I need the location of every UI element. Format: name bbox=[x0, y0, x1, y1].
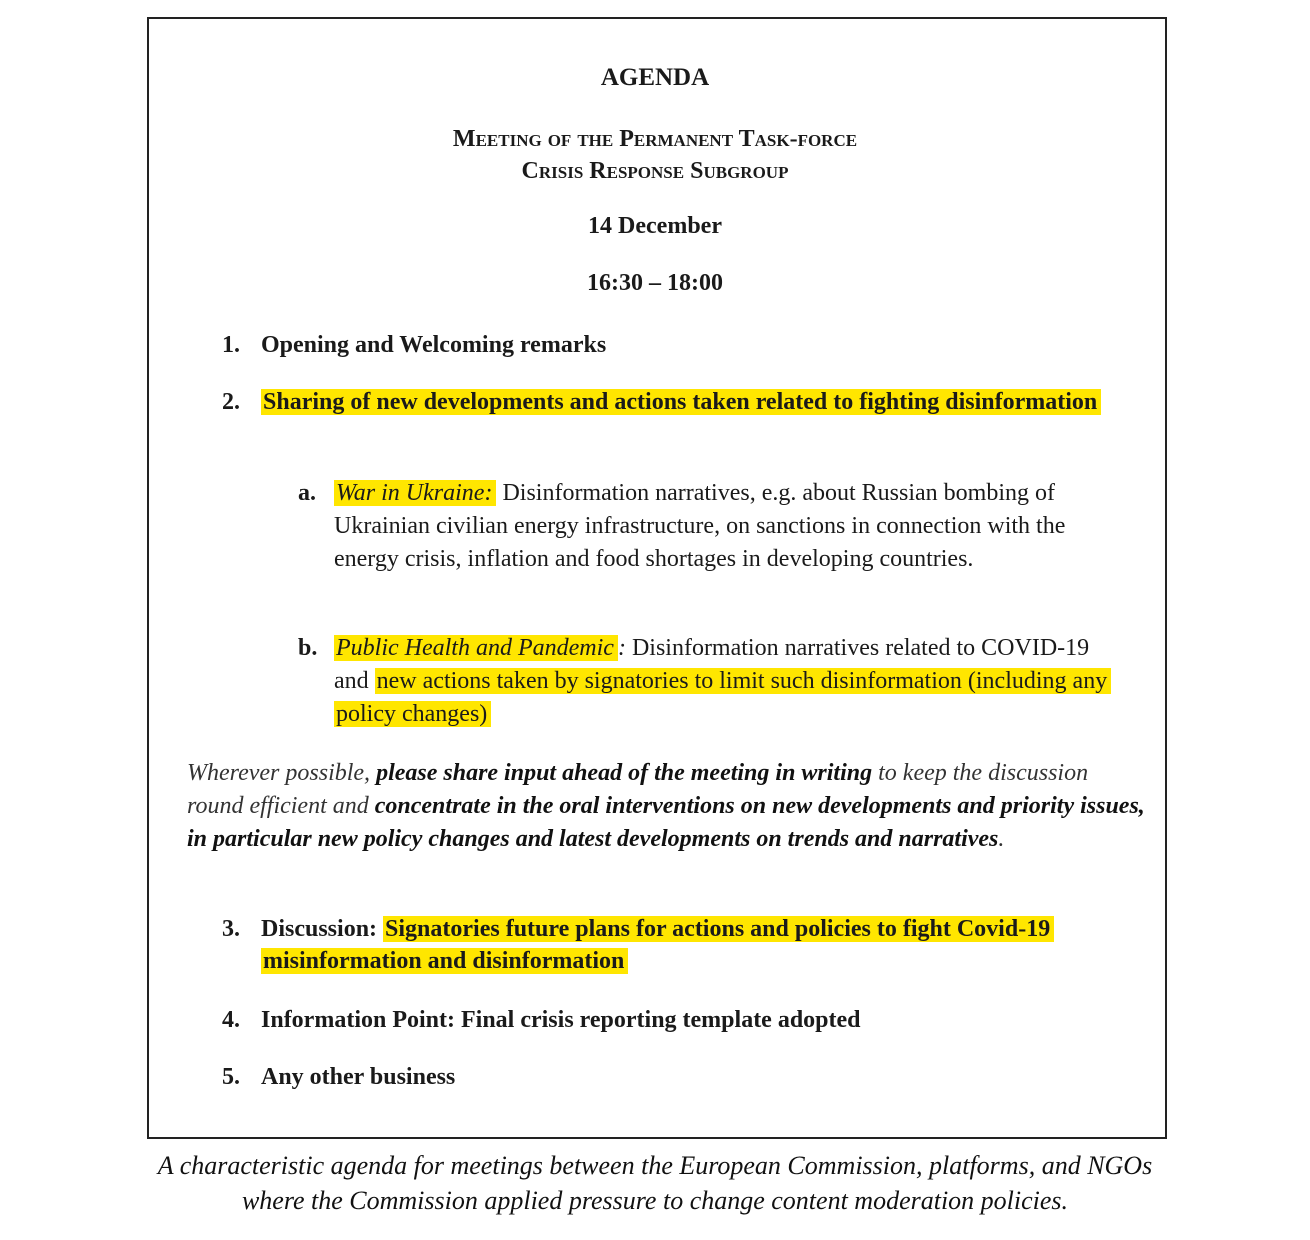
subitem-topic-highlighted: Public Health and Pandemic bbox=[334, 635, 618, 661]
agenda-item-1 bbox=[222, 329, 1102, 361]
meeting-time: 16:30 – 18:00 bbox=[587, 270, 723, 296]
agenda-item-2 bbox=[222, 386, 1102, 418]
meeting-subtitle-line1: Meeting of the Permanent Task-force bbox=[452, 126, 858, 152]
item-text-highlighted: Signatories future plans for actions and policies to fight Covid-19 misinformation and disinformation bbox=[261, 916, 1054, 974]
agenda-item-5 bbox=[222, 1061, 1102, 1093]
item-text: Any other business bbox=[261, 1064, 456, 1090]
agenda-item-3 bbox=[222, 913, 1102, 977]
note-part4: concentrate in the oral interventions on new developments and priority issues, in particular new policy changes and latest developments on trends and narratives bbox=[187, 793, 1145, 852]
note-part1: Wherever possible, bbox=[187, 760, 371, 786]
item-number: 2. bbox=[222, 389, 240, 415]
meeting-date: 14 December bbox=[588, 213, 722, 239]
agenda-item-4 bbox=[222, 1004, 1102, 1036]
note-part3: to keep the discussion round efficient and bbox=[187, 760, 1089, 819]
agenda-subitem-a bbox=[298, 477, 1118, 576]
subitem-body bbox=[334, 477, 1118, 576]
subitem-body bbox=[334, 632, 1118, 731]
caption-line1: A characteristic agenda for meetings between the European Commission, platforms, and NGOs bbox=[157, 1151, 1153, 1180]
item-text-highlighted: Sharing of new developments and actions taken related to fighting disinformation bbox=[261, 389, 1101, 415]
item-number: 1. bbox=[222, 332, 240, 358]
subitem-topic-highlighted: War in Ukraine: bbox=[334, 480, 496, 506]
figure-caption bbox=[0, 1148, 1310, 1218]
agenda-subitem-b bbox=[298, 632, 1118, 731]
subitem-topic-colon: : bbox=[617, 635, 626, 661]
item-text: Opening and Welcoming remarks bbox=[261, 332, 607, 358]
meeting-subtitle-line2: Crisis Response Subgroup bbox=[521, 158, 789, 184]
item-number: 5. bbox=[222, 1064, 240, 1090]
subitem-text-highlighted: new actions taken by signatories to limit such disinformation (including any policy changes) bbox=[334, 668, 1111, 727]
caption-line2: where the Commission applied pressure to change content moderation policies. bbox=[241, 1186, 1069, 1215]
instruction-note bbox=[187, 757, 1147, 856]
item-number: 3. bbox=[222, 916, 240, 942]
subitem-text: Disinformation narratives, e.g. about Russian bombing of Ukrainian civilian energy infrastructure, on sanctions in connection with the energy crisis, inflation and food shortages in developing countries. bbox=[334, 480, 1066, 572]
item-text-wrap bbox=[261, 386, 1102, 418]
subitem-letter: b. bbox=[298, 635, 318, 661]
item-number: 4. bbox=[222, 1007, 240, 1033]
item-label: Discussion: bbox=[261, 916, 378, 942]
subitem-letter: a. bbox=[298, 480, 316, 506]
item-text: Information Point: Final crisis reporting template adopted bbox=[261, 1007, 861, 1033]
subitem-text: Disinformation narratives related to COVID-19 and bbox=[334, 635, 1090, 694]
item-text-wrap bbox=[261, 913, 1102, 977]
agenda-title: AGENDA bbox=[600, 64, 710, 91]
note-part2: please share input ahead of the meeting in writing bbox=[376, 760, 873, 786]
note-part5: . bbox=[998, 826, 1005, 852]
